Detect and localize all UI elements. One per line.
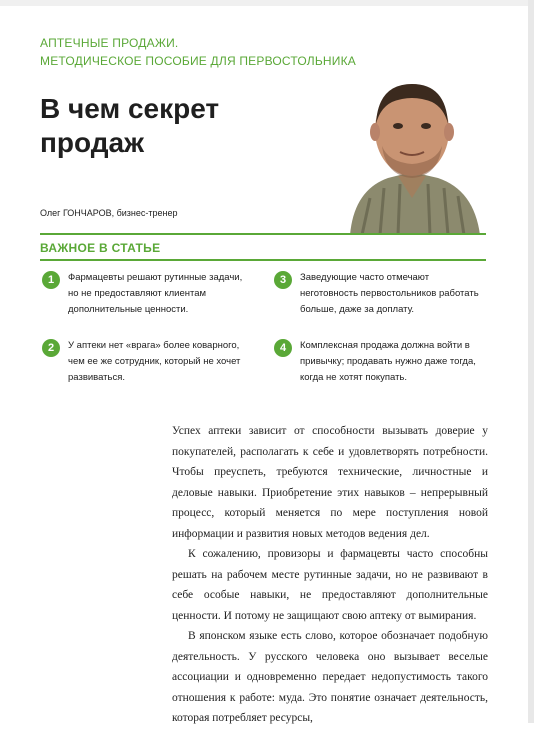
highlight-text: Заведующие часто отмечают неготовность первостольников работать больше, даже за доплату. [300,272,479,315]
kicker-line-2: МЕТОДИЧЕСКОЕ ПОСОБИЕ ДЛЯ ПЕРВОСТОЛЬНИКА [40,54,357,68]
highlights-title: ВАЖНОЕ В СТАТЬЕ [40,241,161,255]
article-body [172,421,488,729]
highlight-text: Фармацевты решают рутинные задачи, но не предоставляют клиентам дополнительные ценности. [68,272,243,315]
title-line-1: В чем секрет [40,93,220,124]
highlights-bottom-rule [40,259,486,261]
author-portrait-photo [340,80,485,235]
number-badge-1: 1 [42,271,60,289]
rubric-kicker [40,34,356,70]
highlight-text: Комплексная продажа должна войти в привычку; продавать нужно даже тогда, когда не хотят покупать. [300,340,476,383]
highlight-text: У аптеки нет «врага» более коварного, чем ее же сотрудник, который не хочет развиваться. [68,340,241,383]
kicker-line-1: АПТЕЧНЫЕ ПРОДАЖИ. [40,36,179,50]
page-right-edge [528,0,534,723]
highlight-item [274,270,484,318]
page-top-edge [0,0,534,6]
article-title [40,92,219,160]
body-paragraph-2: К сожалению, провизоры и фармацевты часто способны решать на рабочем месте рутинные задачи, но не развивают в себе особые навыки, не предоставляют дополнительные ценности. И потому не защищают свою аптеку от вымирания. [172,548,488,622]
body-paragraph-3: В японском языке есть слово, которое обозначает подобную деятельность. У русского человека оно вызывает веселые ассоциации и одновременно передает недопустимость такого отношения к работе: муда. Это понятие означает деятельность, которая потребляет ресурсы, [172,630,488,724]
number-badge-3: 3 [274,271,292,289]
highlights-top-rule [40,233,486,235]
body-paragraph-1: Успех аптеки зависит от способности вызывать доверие у покупателей, располагать к себе и удовлетворять потребности. Чтобы преуспеть, требуются технические, личностные и деловые навыки. Приобретение этих навыков – непрерывный процесс, который меняется по мере поступления новой информации и развития новых методов ведения дел. [172,425,488,540]
title-line-2: продаж [40,127,144,158]
highlight-item [42,338,252,386]
highlight-item [42,270,252,318]
number-badge-4: 4 [274,339,292,357]
number-badge-2: 2 [42,339,60,357]
highlight-item [274,338,484,386]
author-byline: Олег ГОНЧАРОВ, бизнес-тренер [40,208,178,218]
